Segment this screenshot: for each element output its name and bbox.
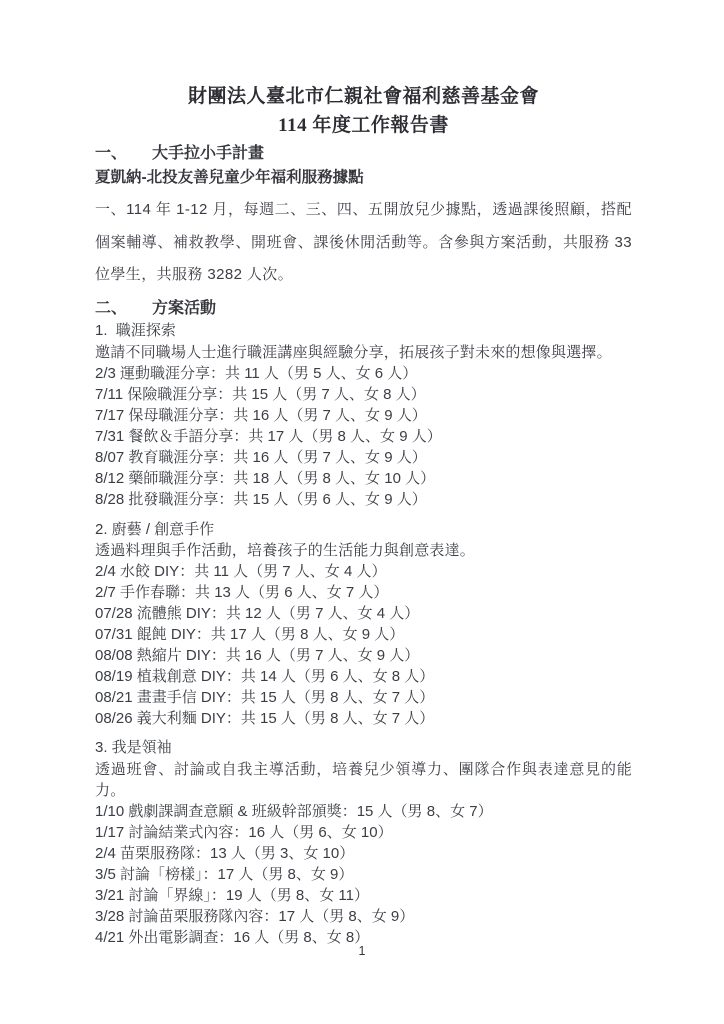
section-2-title: 方案活動	[152, 299, 217, 317]
document-content	[95, 0, 637, 948]
subsection-3-intro: 透過班會、討論或自我主導活動，培養兒少領導力、團隊合作與表達意見的能力。	[95, 760, 632, 799]
activity-item: 3/28 討論苗栗服務隊內容：17 人（男 8、女 9）	[95, 907, 415, 925]
activity-item: 2/7 手作春聯：共 13 人（男 6 人、女 7 人）	[95, 584, 389, 601]
section-1-heading	[95, 143, 632, 165]
activity-item: 08/08 熱縮片 DIY：共 16 人（男 7 人、女 9 人）	[95, 647, 420, 664]
section-2-heading	[95, 298, 632, 320]
organization-title: 財團法人臺北市仁親社會福利慈善基金會	[187, 86, 539, 107]
activity-item: 2/4 水餃 DIY：共 11 人（男 7 人、女 4 人）	[95, 563, 387, 580]
activity-item: 07/28 流體熊 DIY：共 12 人（男 7 人、女 4 人）	[95, 605, 420, 622]
activity-item: 4/21 外出電影調查：16 人（男 8、女 8）	[95, 928, 370, 946]
subsection-3-heading: 3. 我是領袖	[95, 739, 172, 756]
activity-item: 2/4 苗栗服務隊：13 人（男 3、女 10）	[95, 844, 355, 862]
activity-item: 3/5 討論「榜樣」：17 人（男 8、女 9）	[95, 865, 354, 883]
report-title: 114 年度工作報告書	[278, 115, 449, 136]
subsection-2-heading: 2. 廚藝 / 創意手作	[95, 520, 215, 538]
activity-item: 08/21 畫畫手信 DIY：共 15 人（男 8 人、女 7 人）	[95, 689, 435, 706]
activity-item: 07/31 餛飩 DIY：共 17 人（男 8 人、女 9 人）	[95, 626, 405, 643]
subsection-cooking-crafts	[95, 519, 632, 730]
section-2-number: 二、	[95, 299, 128, 317]
activity-item: 1/10 戲劇課調查意願 & 班級幹部頒獎：15 人（男 8、女 7）	[95, 802, 493, 820]
activity-item: 8/07 教育職涯分享：共 16 人（男 7 人、女 9 人）	[95, 448, 427, 466]
activity-item: 2/3 運動職涯分享：共 11 人（男 5 人、女 6 人）	[95, 364, 418, 382]
activity-item: 7/11 保險職涯分享：共 15 人（男 7 人、女 8 人）	[95, 385, 426, 403]
subsection-2-intro: 透過料理與手作活動，培養孩子的生活能力與創意表達。	[95, 542, 476, 559]
subsection-career-exploration	[95, 320, 632, 510]
service-site-subtitle: 夏凱納-北投友善兒童少年福利服務據點	[95, 169, 364, 186]
activity-item: 1/17 討論結業式內容：16 人（男 6、女 10）	[95, 823, 393, 841]
activity-item: 3/21 討論「界線」：19 人（男 8、女 11）	[95, 886, 369, 904]
activity-item: 8/12 藥師職涯分享：共 18 人（男 8 人、女 10 人）	[95, 469, 436, 487]
section-1-paragraph: 一、114 年 1-12 月，每週二、三、四、五開放兒少據點，透過課後照顧，搭配個案輔導、補救教學、開班會、課後休閒活動等。含參與方案活動，共服務 33 位學生，共服務 3282 人次。	[95, 201, 637, 283]
activity-item: 7/17 保母職涯分享：共 16 人（男 7 人、女 9 人）	[95, 406, 427, 424]
subsection-leadership	[95, 737, 632, 948]
section-1-number: 一、	[95, 145, 128, 162]
activity-item: 8/28 批發職涯分享：共 15 人（男 6 人、女 9 人）	[95, 490, 427, 508]
page-number: 1	[358, 944, 366, 958]
section-1-title: 大手拉小手計畫	[152, 145, 265, 162]
subsection-1-intro: 邀請不同職場人士進行職涯講座與經驗分享，拓展孩子對未來的想像與選擇。	[95, 343, 612, 361]
activity-item: 08/19 植栽創意 DIY：共 14 人（男 6 人、女 8 人）	[95, 668, 435, 685]
activity-item: 08/26 義大利麵 DIY：共 15 人（男 8 人、女 7 人）	[95, 710, 435, 727]
activity-item: 7/31 餐飲＆手語分享：共 17 人（男 8 人、女 9 人）	[95, 427, 442, 445]
subsection-1-heading: 1. 職涯探索	[95, 322, 176, 339]
